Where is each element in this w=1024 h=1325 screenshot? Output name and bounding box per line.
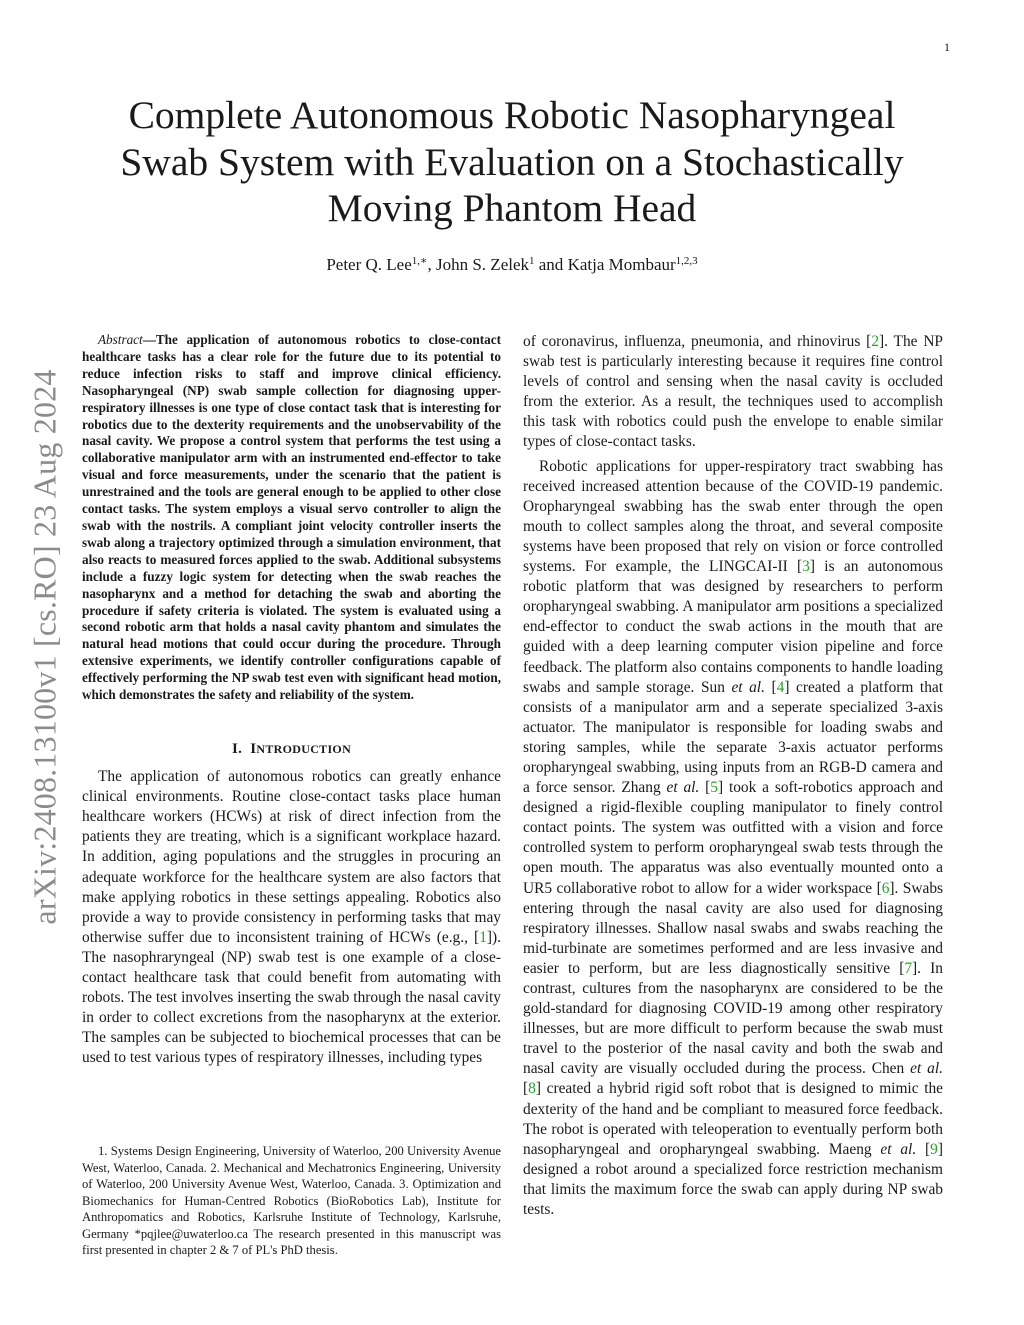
section-title-rest: NTRODUCTION	[256, 741, 352, 756]
abstract-text: The application of autonomous robotics to close-contact healthcare tasks has a clear role for the future due to its potential to reduce infection risks to staff and improve clinical efficiency. Nasopharyngeal (NP) swab sample collection for diagnosing upper-respiratory illnesses is one type of close contact task that is interesting for robotics due to the dexterity requirements and the unobservability of the nasal cavity. We propose a control system that performs the test using a collaborative manipulator arm with an instrumented end-effector to take visual and force measurements, under the scenario that the patient is unrestrained and the tools are general enough to be applied to other close contact tasks. The system employs a visual servo controller to align the swab with the nostrils. A compliant joint velocity controller inserts the swab along a trajectory optimized through a simulation environment, that also reacts to measured forces applied to the swab. Additional subsystems include a fuzzy logic system for detecting when the swab reaches the nasopharynx and a method for detaching the swab and aborting the procedure if safety criteria is violated. The system is evaluated using a second robotic arm that holds a nasal cavity phantom and simulates the natural head motions that could occur during the procedure. Through extensive experiments, we identify controller configurations capable of effectively performing the NP swab test even with significant head motion, which demonstrates the safety and reliability of the system.	[82, 332, 501, 703]
paragraph-text: [	[523, 1080, 529, 1098]
citation-link[interactable]: 1	[479, 928, 487, 946]
paragraph-text: of coronavirus, influenza, pneumonia, and rhinovirus [	[523, 333, 872, 350]
intro-paragraph-2	[523, 457, 943, 1221]
et-al: et al.	[731, 678, 765, 696]
right-column	[523, 332, 943, 1220]
paragraph-text: [	[916, 1140, 931, 1158]
citation-link[interactable]: 5	[710, 779, 718, 797]
page-number: 1	[944, 40, 950, 54]
paper-title	[80, 92, 944, 232]
author-name: Peter Q. Lee	[326, 255, 412, 274]
paragraph-text: ] designed a robot around a specialized force restriction mechanism that limits the maximum force the swab can apply during NP swab tests.	[523, 1140, 943, 1219]
et-al: et al.	[666, 779, 700, 797]
abstract-label: Abstract	[98, 332, 143, 347]
paragraph-text: ] took a soft-robotics approach and designed a rigid-flexible coupling manipulator to finely control contact points. The system was outfitted with a vision and force controlled system to perform oropharyngeal swab tests through the open mouth. The apparatus was also eventually mounted onto a UR5 collaborative robot to allow for a wider workspace [	[523, 779, 943, 897]
arxiv-stamp	[24, 348, 66, 946]
title-line-3: Moving Phantom Head	[327, 186, 697, 230]
author-list	[80, 254, 944, 275]
paragraph-text: ]). The nasophraryngeal (NP) swab test is one example of a close-contact healthcare task that could benefit from automating with robots. The test involves inserting the swab through the nasal cavity in order to collect excretions from the nasopharynx at the exterior. The samples can be subjected to biochemical processes that can be used to test various types of respiratory illnesses, including types	[82, 928, 501, 1067]
author-separator: ,	[427, 255, 436, 274]
paragraph-text: The application of autonomous robotics can greatly enhance clinical environments. Routine close-contact tasks place human healthcare workers (HCWs) at risk of direct infection from the patients they are treating, which is a significant workplace hazard. In addition, aging populations and the struggles in procuring an adequate workforce for the healthcare system are also factors that make applying robotics in these settings appealing. Robotics also provide a way to provide consistency in performing tasks that may otherwise suffer due to inconsistent training of HCWs (e.g., [	[82, 768, 501, 946]
citation-link[interactable]: 3	[802, 558, 810, 576]
author-separator: and	[534, 255, 568, 274]
citation-link[interactable]: 9	[930, 1140, 938, 1158]
abstract-dash: —	[142, 332, 156, 347]
section-numeral: I.	[231, 740, 243, 757]
intro-paragraph-1	[82, 767, 501, 1068]
citation-link[interactable]: 8	[528, 1080, 536, 1098]
et-al: et al.	[910, 1060, 943, 1078]
affiliation-footnote: 1. Systems Design Engineering, University of Waterloo, 200 University Avenue West, Waterloo, Canada. 2. Mechanical and Mechatronics Engineering, University of Waterloo, 200 University Avenue West, Waterloo, Canada. 3. Optimization and Biomechanics for Human-Centred Robotics (BioRobotics Lab), Institute for Anthropomatics and Robotics, Karlsruhe Institute of Technology, Karlsruhe, Germany *pqjlee@uwaterloo.ca The research presented in this manuscript was first presented in chapter 2 & 7 of PL's PhD thesis.	[82, 1144, 501, 1257]
citation-link[interactable]: 2	[871, 333, 880, 350]
section-heading-introduction	[82, 739, 501, 759]
citation-link[interactable]: 7	[904, 959, 913, 977]
author-affiliation: 1	[529, 255, 535, 267]
paragraph-text: ]. In contrast, cultures from the nasopharynx are considered to be the gold-standard for diagnosing COVID-19 among other respiratory illnesses, but are more difficult to perform because the swab must travel to the posterior of the nasal cavity and both the swab and nasal cavity are visually occluded during the process. Chen	[523, 959, 943, 1078]
citation-link[interactable]: 4	[776, 678, 785, 696]
title-line-1: Complete Autonomous Robotic Nasopharyngeal	[128, 93, 896, 137]
left-column	[82, 332, 501, 1068]
title-line-2: Swab System with Evaluation on a Stochastically	[120, 139, 904, 184]
author-name: John S. Zelek	[435, 255, 530, 274]
paragraph-text: ]. The NP swab test is particularly interesting because it requires fine control levels of control and sensing when the nasal cavity is occluded from the exterior. As a result, the techniques used to accomplish this task with robotics could push the envelope to enable similar types of close-contact tasks.	[523, 333, 943, 451]
intro-paragraph-1-continued	[523, 332, 943, 453]
paragraph-text: ] is an autonomous robotic platform that was designed by researchers to perform oropharyngeal swabbing. A manipulator arm positions a specialized end-effector to conduct the swab actions in the mouth that are guided with a deep learning computer vision pipeline and force feedback. The platform also contains components to handle loading swabs and sample storage. Sun	[523, 558, 943, 696]
abstract	[82, 332, 501, 704]
paragraph-text: ]. Swabs entering through the nasal cavity are also used for diagnosing respiratory illnesses. Shallow nasal swabs and swabs reaching the mid-turbinate are sometimes performed and are less invasive and easier to perform, but are less diagnostically sensitive [	[523, 879, 943, 977]
paragraph-text: ] created a platform that consists of a manipulator arm and a seperate specialized 3-axis actuator. The manipulator is responsible for loading swabs and storing samples, while the separate 3-axis actuator performs oropharyngeal swabbing, using inputs from an RGB-D camera and a force sensor. Zhang	[523, 678, 943, 797]
paragraph-text: [	[764, 678, 777, 696]
arxiv-identifier: arXiv:2408.13100v1 [cs.RO] 23 Aug 2024	[26, 369, 63, 925]
paragraph-text: Robotic applications for upper-respiratory tract swabbing has received increased attention because of the COVID-19 pandemic. Oropharyngeal swabbing has the swab enter through the open mouth to collect samples along the throat, and several composite systems have been proposed that rely on vision or force controlled systems. For example, the LINGCAI-II [	[523, 457, 943, 576]
author-affiliation: 1,2,3	[675, 255, 698, 267]
et-al: et al.	[880, 1140, 917, 1158]
paragraph-text: [	[699, 779, 711, 797]
section-title-initial: I	[250, 740, 257, 757]
paragraph-text: ] created a hybrid rigid soft robot that is designed to mimic the dexterity of the hand and be compliant to measured force feedback. The robot is operated with teleoperation to eventually perform both nasopharyngeal and oropharyngeal swabbing. Maeng	[523, 1080, 943, 1158]
author-name: Katja Mombaur	[567, 255, 676, 274]
author-affiliation: 1,∗	[411, 255, 428, 267]
citation-link[interactable]: 6	[881, 879, 890, 897]
